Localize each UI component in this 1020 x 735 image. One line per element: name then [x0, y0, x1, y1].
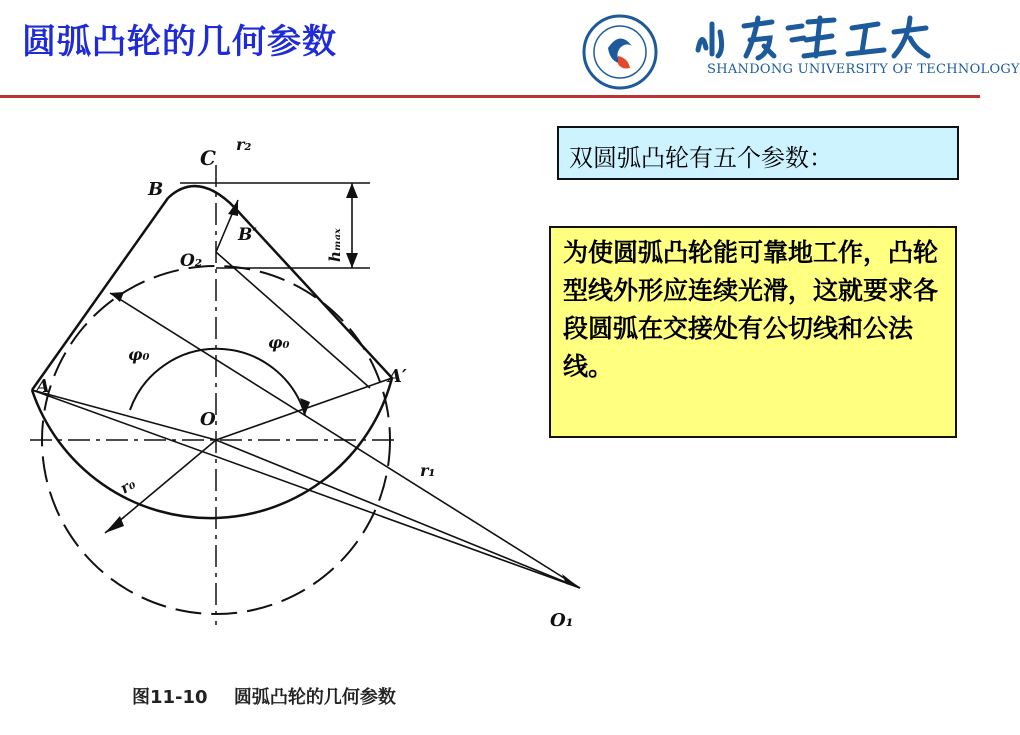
- university-english-name: SHANDONG UNIVERSITY OF TECHNOLOGY: [707, 62, 1020, 77]
- cam-geometry-diagram: [0, 110, 600, 630]
- label-A: A: [36, 376, 50, 397]
- label-phi0-right: φ₀: [268, 333, 290, 352]
- label-r0: r₀: [117, 474, 139, 498]
- parameter-heading-box: 双圆弧凸轮有五个参数：: [557, 126, 959, 180]
- label-O: O: [200, 409, 216, 430]
- label-O1: O₁: [550, 610, 574, 631]
- page-title: 圆弧凸轮的几何参数: [22, 22, 337, 62]
- label-C: C: [200, 146, 216, 170]
- figure-caption-text: 圆弧凸轮的几何参数: [233, 687, 396, 708]
- university-seal-icon: [570, 8, 700, 90]
- phi-arc: [130, 349, 305, 415]
- university-calligraphy: [688, 10, 958, 70]
- label-O2: O₂: [180, 251, 203, 271]
- label-B-prime: B′: [238, 225, 257, 245]
- figure-caption: [132, 683, 416, 709]
- label-A-prime: A′: [388, 366, 407, 387]
- title-divider: [0, 95, 980, 98]
- label-phi0-left: φ₀: [128, 345, 150, 364]
- figure-number: 图11-10: [132, 687, 208, 708]
- label-r2: r₂: [236, 135, 252, 154]
- label-hmax: hₘₐₓ: [326, 228, 344, 262]
- university-logo: [570, 8, 1020, 90]
- label-B: B: [148, 179, 164, 200]
- explanation-box: 为使圆弧凸轮能可靠地工作，凸轮型线外形应连续光滑，这就要求各段圆弧在交接处有公切线和公法线。: [549, 226, 957, 438]
- label-r1: r₁: [420, 461, 436, 480]
